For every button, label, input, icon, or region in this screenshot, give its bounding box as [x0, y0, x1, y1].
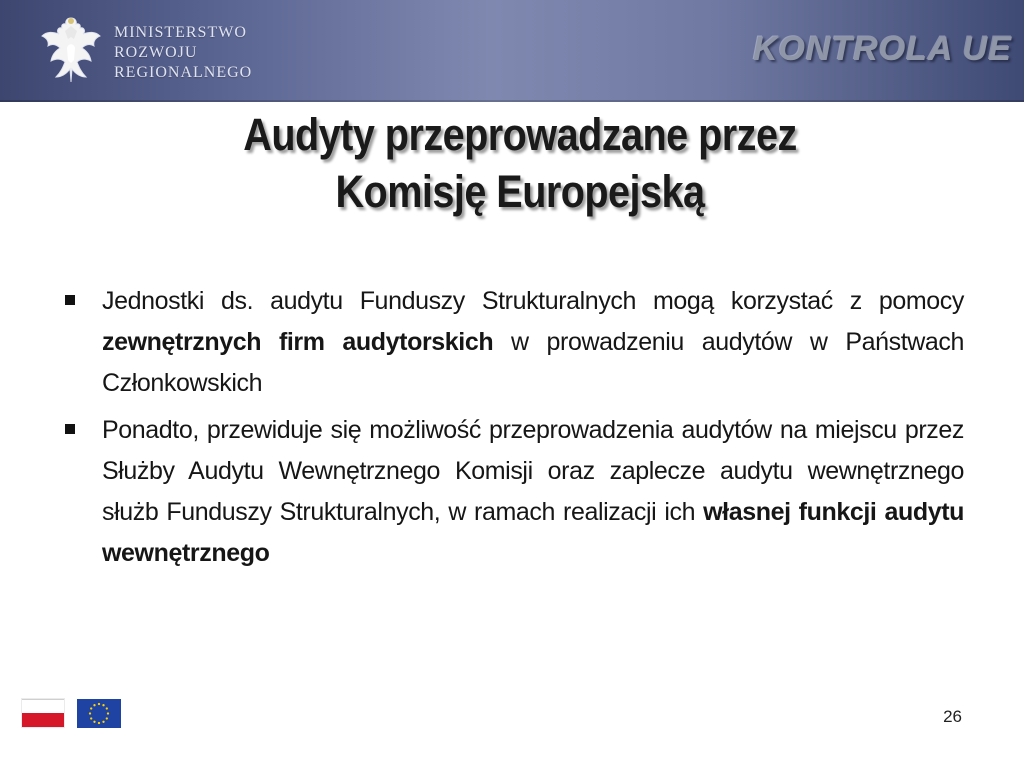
- kontrola-ue-logo-text: KONTROLA UE: [752, 30, 1012, 68]
- ministry-name-line-1: MINISTERSTWO: [114, 24, 247, 41]
- ministry-name: [114, 23, 252, 83]
- bullet-2-bold-text: własnej funkcji audytu wewnętrznego: [102, 498, 964, 567]
- bullet-item-2: [62, 410, 964, 574]
- page-number: 26: [943, 707, 962, 726]
- slide-title: [159, 106, 881, 220]
- bullet-item-1: [62, 281, 964, 404]
- slide-title-line-1: Audyty przeprowadzane przez: [243, 109, 797, 160]
- eu-flag-icon: [77, 699, 121, 728]
- slide-header-band: [0, 0, 1024, 102]
- poland-flag-red-stripe: [22, 713, 64, 727]
- poland-flag-white-stripe: [22, 699, 64, 713]
- square-bullet-icon: [65, 424, 75, 434]
- square-bullet-icon: [65, 295, 75, 305]
- ministry-name-line-2: ROZWOJU: [114, 44, 198, 61]
- bullet-1-bold-text: zewnętrznych firm audytorskich: [102, 328, 494, 356]
- white-eagle-emblem-icon: [38, 14, 104, 88]
- bullet-2-text-before-bold: Ponadto, przewiduje się możliwość przeprowadzenia audytów na miejscu przez Służby Audytu Wewnętrznego Komisji oraz zaplecze audytu wewnętrznego służb Funduszy Strukturalnych, w ramach realizacji ich: [102, 416, 964, 526]
- ministry-name-line-3: REGIONALNEGO: [114, 64, 253, 81]
- poland-flag-icon: [22, 699, 64, 727]
- bullet-1-text-before-bold: Jednostki ds. audytu Funduszy Strukturalnych mogą korzystać z pomocy: [102, 287, 964, 315]
- bullet-1-text-after-bold: w prowadzeniu audytów w Państwach Członkowskich: [102, 328, 965, 397]
- slide-content: [62, 281, 964, 580]
- slide-title-line-2: Komisję Europejską: [335, 166, 705, 217]
